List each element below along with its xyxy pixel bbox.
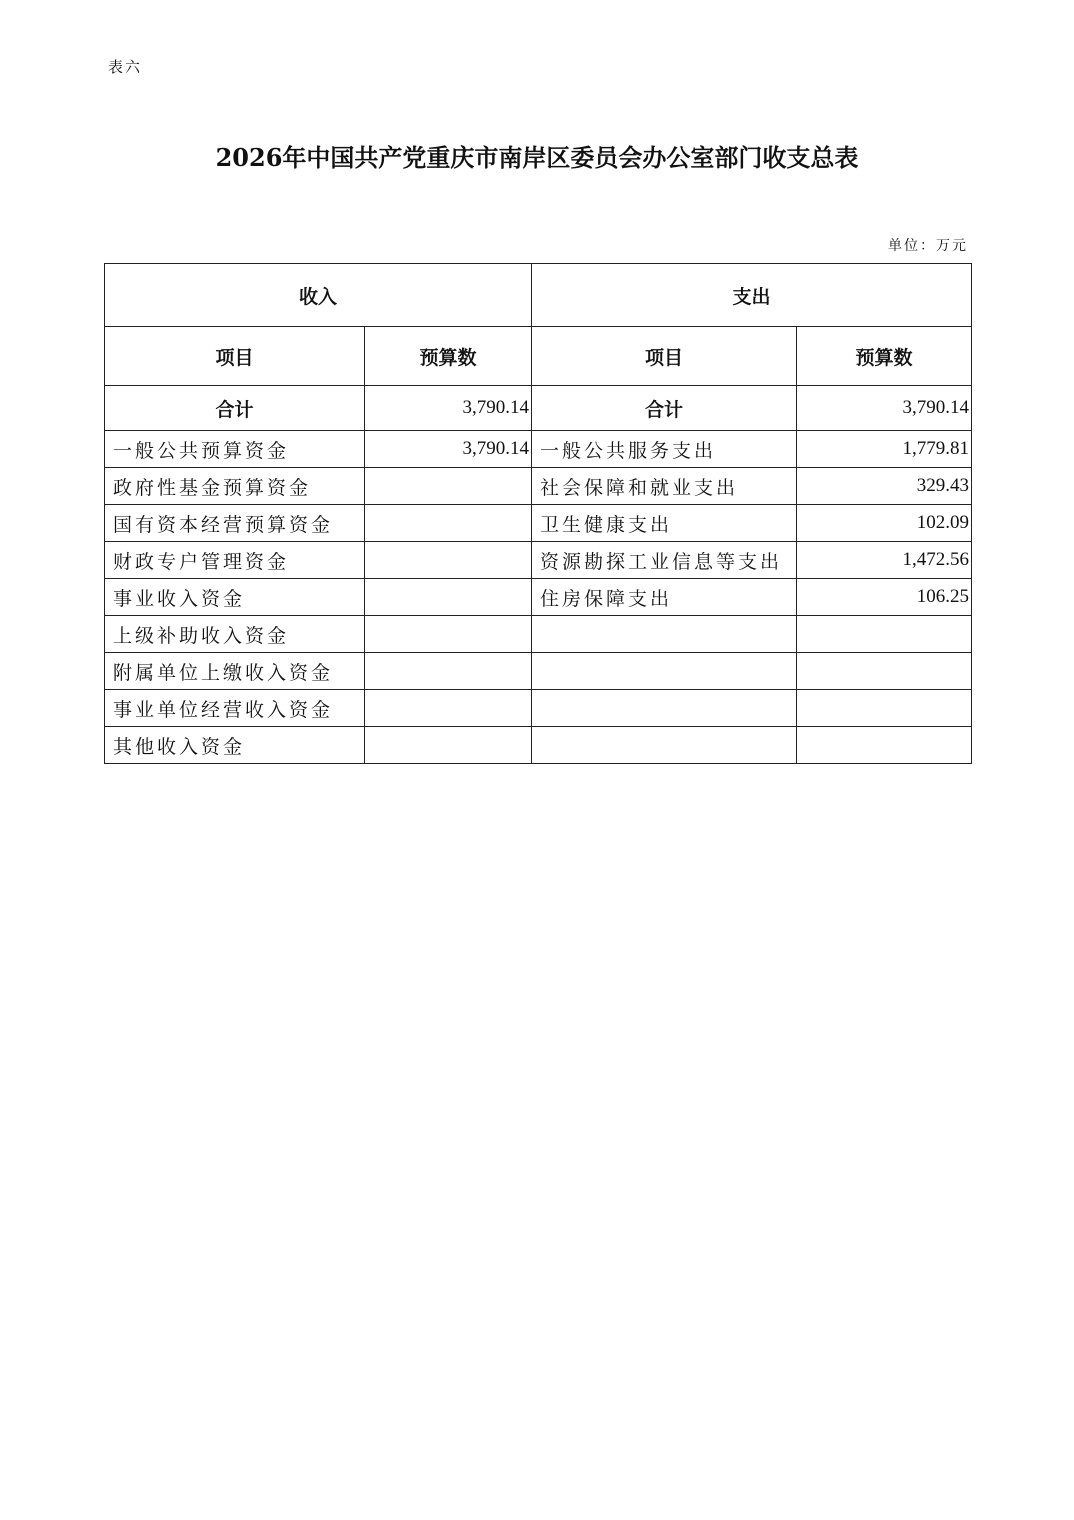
income-item-cell: 附属单位上缴收入资金 [105,653,365,690]
table-body [105,431,972,764]
page-title: 2026年中国共产党重庆市南岸区委员会办公室部门收支总表 [215,143,859,172]
expense-value-cell [797,616,972,653]
expense-item-header: 项目 [532,327,797,386]
expense-item-cell [532,616,797,653]
expense-value-cell [797,653,972,690]
expense-item-cell: 资源勘探工业信息等支出 [532,542,797,579]
income-item-cell: 一般公共预算资金 [105,431,365,468]
expense-value-cell: 1,472.56 [797,542,972,579]
budget-summary-table [104,263,972,764]
expense-item-cell: 住房保障支出 [532,579,797,616]
unit-label: 单位：万元 [888,238,968,254]
expense-item-cell: 一般公共服务支出 [532,431,797,468]
income-budget-header: 预算数 [365,327,532,386]
expense-value-cell [797,690,972,727]
expense-item-cell: 社会保障和就业支出 [532,468,797,505]
income-total-label: 合计 [105,386,365,431]
expense-total-label: 合计 [532,386,797,431]
income-value-cell [365,542,532,579]
income-item-cell: 事业单位经营收入资金 [105,690,365,727]
income-item-cell: 其他收入资金 [105,727,365,764]
expense-item-cell [532,690,797,727]
table-row [105,653,972,690]
expense-item-cell: 卫生健康支出 [532,505,797,542]
income-value-cell [365,727,532,764]
expense-value-cell: 102.09 [797,505,972,542]
income-item-cell: 政府性基金预算资金 [105,468,365,505]
table-row [105,579,972,616]
expense-budget-header: 预算数 [797,327,972,386]
income-value-cell [365,505,532,542]
income-item-cell: 财政专户管理资金 [105,542,365,579]
income-total-value: 3,790.14 [365,386,532,431]
table-row [105,727,972,764]
expense-item-cell [532,727,797,764]
income-header: 收入 [105,264,532,327]
table-row [105,431,972,468]
income-item-cell: 上级补助收入资金 [105,616,365,653]
total-row [105,386,972,431]
table-row [105,542,972,579]
income-value-cell [365,468,532,505]
expense-value-cell [797,727,972,764]
expense-value-cell: 329.43 [797,468,972,505]
income-item-cell: 国有资本经营预算资金 [105,505,365,542]
table-group-header-row [105,264,972,327]
income-item-header: 项目 [105,327,365,386]
expense-value-cell: 1,779.81 [797,431,972,468]
table-row [105,468,972,505]
expense-value-cell: 106.25 [797,579,972,616]
table-column-header-row [105,327,972,386]
table-row [105,616,972,653]
expense-header: 支出 [532,264,972,327]
table-row [105,690,972,727]
sheet-label: 表六 [108,58,143,76]
expense-item-cell [532,653,797,690]
income-value-cell [365,690,532,727]
income-value-cell [365,579,532,616]
income-value-cell [365,616,532,653]
table-row [105,505,972,542]
income-value-cell: 3,790.14 [365,431,532,468]
expense-total-value: 3,790.14 [797,386,972,431]
income-item-cell: 事业收入资金 [105,579,365,616]
income-value-cell [365,653,532,690]
